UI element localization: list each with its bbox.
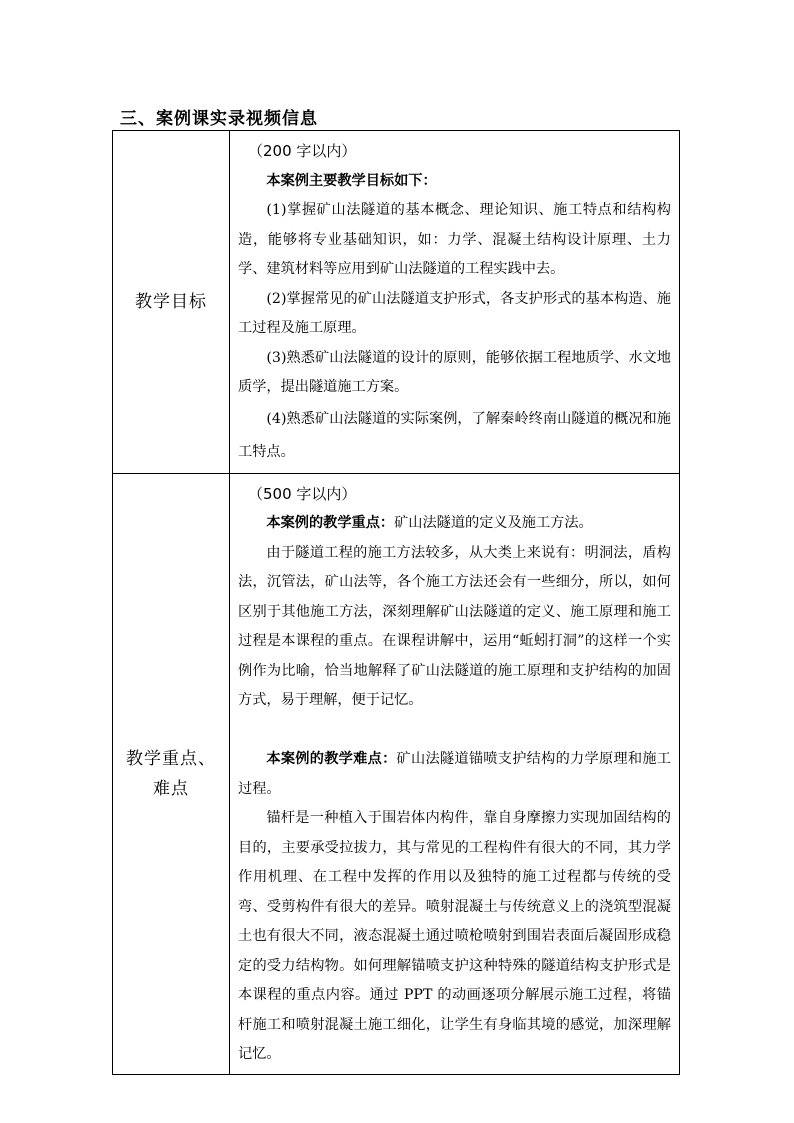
difficulty-body: 锚杆是一种植入于围岩体内构件，靠自身摩擦力实现加固结构的目的，主要承受拉拔力，其与常见的工程构件有很大的不同，其力学作用机理、在工程中发挥的作用以及独特的施工过程都与传统的受弯、受剪构件有很大的差异。喷射混凝土与传统意义上的浇筑型混凝土也有很大不同，液态混凝土通过喷枪喷射到围岩表面后凝固形成稳定的受力结构物。如何理解锚喷支护这种特殊的隧道结构支护形式是本课程的重点内容。通过 PPT 的动画逐项分解展示施工过程，将锚杆施工和喷射混凝土施工细化，让学生有身临其境的感觉，加深理解记忆。 xyxy=(238,810,671,1062)
word-limit-note: （500 字以内） xyxy=(248,484,357,503)
label-cell-goals xyxy=(113,131,230,474)
case-info-table xyxy=(112,130,680,1075)
focus-text: 矿山法隧道的定义及施工方法。 xyxy=(394,515,593,531)
goal-item: (1)掌握矿山法隧道的基本概念、理论知识、施工特点和结构构造，能够将专业基础知识，如：力学、混凝土结构设计原理、土力学、建筑材料等应用到矿山法隧道的工程实践中去。 xyxy=(238,202,671,277)
difficulty-text: 矿山法隧道锚喷支护结构的力学原理和施工过程。 xyxy=(238,751,671,797)
blank-line xyxy=(238,716,671,746)
goal-item: (3)熟悉矿山法隧道的设计的原则，能够依据工程地质学、水文地质学，提出隧道施工方案。 xyxy=(238,349,671,395)
goal-item: (2)掌握常见的矿山法隧道支护形式，各支护形式的基本构造、施工过程及施工原理。 xyxy=(238,290,671,336)
label-cell-keypoints xyxy=(113,473,230,1074)
table-row-keypoints xyxy=(113,473,680,1074)
word-limit-note: （200 字以内） xyxy=(248,142,357,160)
content-cell-goals xyxy=(230,131,680,474)
content-cell-keypoints xyxy=(230,473,680,1074)
goal-item: (4)熟悉矿山法隧道的实际案例，了解秦岭终南山隧道的概况和施工特点。 xyxy=(238,410,671,460)
section-title: 三、案例课实录视频信息 xyxy=(120,109,318,129)
focus-body: 由于隧道工程的施工方法较多，从大类上来说有：明洞法，盾构法，沉管法，矿山法等，各个施工方法还会有一些细分，所以，如何区别于其他施工方法，深刻理解矿山法隧道的定义、施工原理和施工过程是本课程的重点。在课程讲解中，运用“蚯蚓打洞”的这样一个实例作为比喻，恰当地解释了矿山法隧道的施工原理和支护结构的加固方式，易于理解，便于记忆。 xyxy=(238,544,671,708)
table-row-goals xyxy=(113,131,680,474)
difficulty-heading: 本案例的教学难点： xyxy=(266,751,397,767)
goals-intro: 本案例主要教学目标如下： xyxy=(266,172,437,189)
row-label: 教学重点、难点 xyxy=(126,748,216,799)
focus-heading: 本案例的教学重点： xyxy=(266,515,395,531)
row-label: 教学目标 xyxy=(135,291,207,312)
